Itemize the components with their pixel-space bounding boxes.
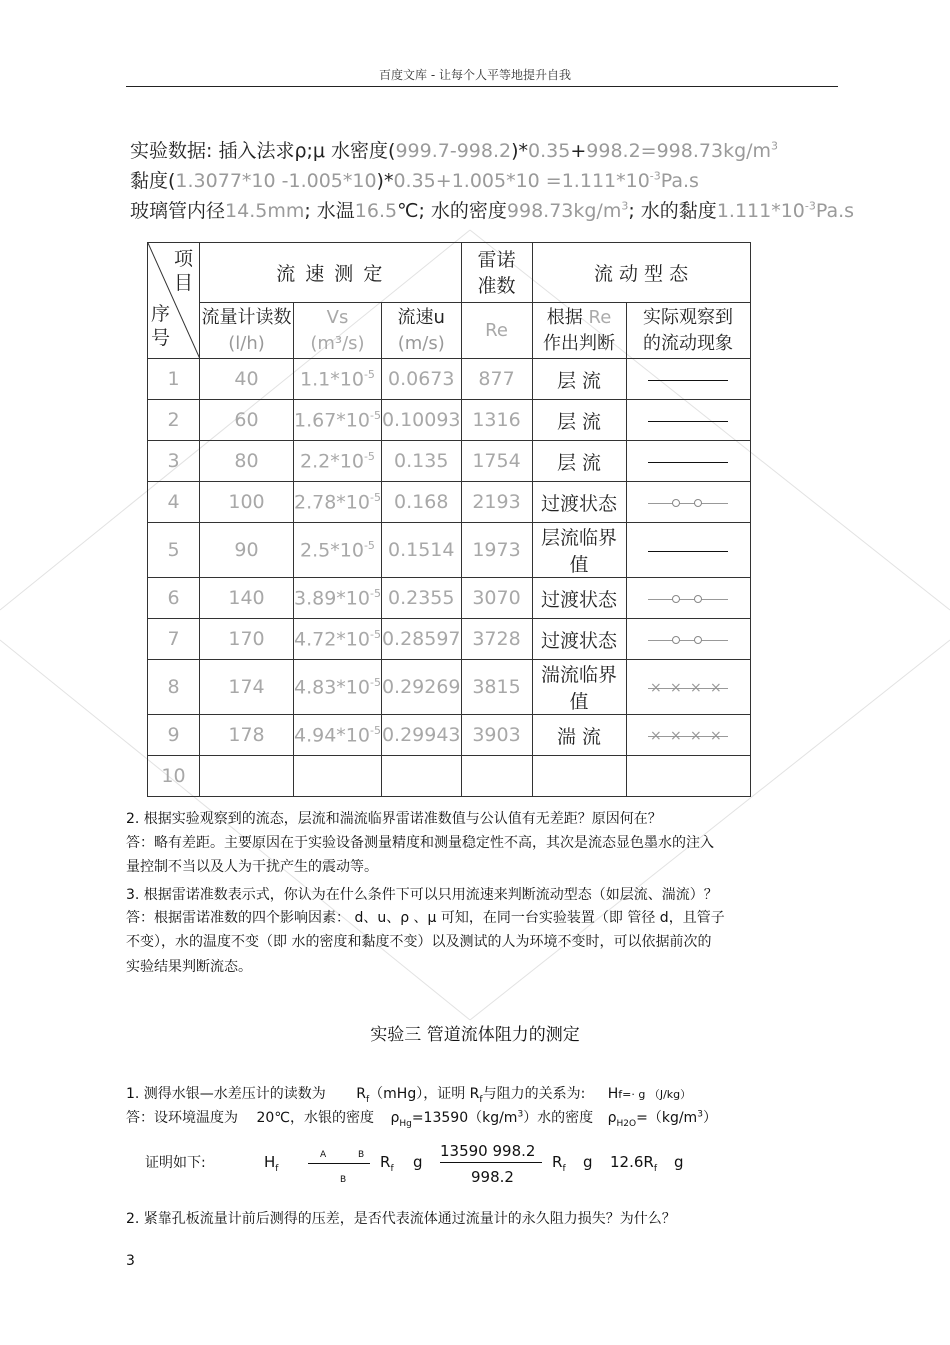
intro-text: 黏度( — [130, 170, 176, 192]
intro-unit: Pa.s — [660, 170, 699, 192]
cell-meter: 178 — [200, 715, 294, 756]
cell-u: 0.168 — [381, 482, 461, 523]
transition-wave-icon — [648, 495, 728, 511]
table-row — [148, 578, 751, 619]
transition-wave-icon — [648, 632, 728, 648]
e1-text: ） — [702, 1110, 717, 1126]
e1-text: =（kg/m — [636, 1110, 698, 1126]
e1-sub: H2O — [616, 1118, 637, 1129]
cell-vs-exponent: -5 — [369, 490, 381, 504]
header-obs-label2: 的流动现象 — [643, 332, 734, 354]
cell-vs — [294, 359, 382, 400]
intro-value: 14.5mm — [225, 200, 305, 222]
e1-text: 1. 测得水银—水差压计的读数为 — [126, 1086, 326, 1102]
table-row — [148, 715, 751, 756]
cell-u: 0.2355 — [381, 578, 461, 619]
formula-sub: f — [275, 1164, 279, 1174]
table-row — [148, 482, 751, 523]
laminar-line-icon — [648, 543, 728, 559]
formula-sub: f — [562, 1164, 566, 1174]
cell-vs — [294, 523, 382, 578]
cell-judge: 湍 流 — [532, 715, 626, 756]
header-u-label: 流速u — [397, 306, 445, 328]
header-u-unit: (m/s) — [397, 332, 445, 354]
intro-value: 998.2=998.73 — [586, 140, 724, 162]
intro-value: 998.73kg/m — [506, 200, 622, 222]
header-vs-label: Vs — [326, 306, 349, 328]
formula-sub: f — [390, 1164, 394, 1174]
data-table — [147, 242, 751, 797]
header-judge — [532, 303, 626, 359]
laminar-line-icon — [648, 454, 728, 470]
cell-vs-value: 4.72*10 — [294, 628, 370, 651]
cell-meter — [200, 756, 294, 797]
cell-observed — [626, 756, 750, 797]
header-re2: Re — [461, 303, 532, 359]
e1-sub: f — [366, 1094, 370, 1105]
page-header: 百度文库 - 让每个人平等地提升自我 — [379, 68, 571, 82]
cell-re: 3728 — [461, 619, 532, 660]
fraction-bar-2 — [440, 1162, 542, 1163]
diag-header-cell — [148, 243, 200, 359]
e1-text: =13590（kg/m — [411, 1110, 518, 1126]
header-obs-label: 实际观察到 — [643, 306, 734, 328]
e1-question — [126, 1083, 691, 1105]
formula-B: B — [358, 1150, 365, 1160]
intro-text: ; 水的黏度 — [628, 200, 717, 222]
formula-symbol: R — [380, 1153, 391, 1171]
cell-meter: 90 — [200, 523, 294, 578]
intro-sup: 3 — [621, 199, 629, 213]
cell-vs-value: 1.67*10 — [294, 409, 370, 432]
transition-wave-icon — [648, 591, 728, 607]
header-u — [381, 303, 461, 359]
header-meter-unit: (l/h) — [228, 332, 265, 354]
header-meter — [200, 303, 294, 359]
intro-text: ; 水温 — [304, 200, 355, 222]
cell-vs-exponent: -5 — [363, 538, 375, 552]
e1-answer — [126, 1107, 717, 1129]
cell-meter: 100 — [200, 482, 294, 523]
cell-re: 1754 — [461, 441, 532, 482]
cell-u: 0.29943 — [381, 715, 461, 756]
e1-text: 答：设环境温度为 — [126, 1110, 238, 1126]
formula-denominator: 998.2 — [471, 1168, 514, 1186]
cell-re: 877 — [461, 359, 532, 400]
turbulent-cross-icon: × × × × — [648, 728, 728, 744]
e1-text: ）水的密度 — [523, 1110, 594, 1126]
cell-no: 3 — [148, 441, 200, 482]
header-flow: 流 速 测 定 — [200, 243, 462, 303]
cell-judge: 过渡状态 — [532, 619, 626, 660]
section-title: 实验三 管道流体阻力的测定 — [370, 1025, 580, 1045]
cell-u: 0.1514 — [381, 523, 461, 578]
cell-vs-exponent: -5 — [363, 367, 375, 381]
fraction-bar-1 — [308, 1163, 370, 1164]
cell-no: 9 — [148, 715, 200, 756]
intro-text: 实验数据: 插入法求ρ;μ 水密度( — [130, 140, 396, 162]
cell-vs-value: 3.89*10 — [294, 587, 370, 610]
cell-vs — [294, 400, 382, 441]
formula-B2: B — [340, 1175, 347, 1185]
cell-vs-exponent: -5 — [363, 449, 375, 463]
q3-question: 3. 根据雷诺准数表示式，你认为在什么条件下可以只用流速来判断流动型态（如层流、湍流）？ — [126, 887, 718, 903]
cell-observed — [626, 660, 750, 715]
cell-no: 7 — [148, 619, 200, 660]
header-divider — [126, 86, 838, 87]
formula-coef — [610, 1153, 657, 1174]
q2-answer-1: 答：略有差距。主要原因在于实验设备测量精度和测量稳定性不高，其次是流态显色墨水的注入 — [126, 835, 714, 851]
cell-re: 3815 — [461, 660, 532, 715]
cell-judge: 层 流 — [532, 359, 626, 400]
cell-re: 1973 — [461, 523, 532, 578]
formula-H — [264, 1153, 278, 1174]
intro-sup: 3 — [771, 139, 779, 153]
table-row — [148, 400, 751, 441]
cell-observed — [626, 482, 750, 523]
cell-judge: 过渡状态 — [532, 578, 626, 619]
table-row — [148, 359, 751, 400]
table-row — [148, 441, 751, 482]
cell-u: 0.28597 — [381, 619, 461, 660]
e1-text: 20℃，水银的密度 — [256, 1110, 374, 1126]
intro-text: )* — [376, 170, 394, 192]
e1-sup: 3 — [697, 1109, 703, 1120]
formula-R2 — [552, 1153, 566, 1174]
formula-sub: f — [653, 1164, 657, 1174]
intro-text: + — [570, 140, 587, 162]
cell-observed — [626, 578, 750, 619]
proof-label: 证明如下: — [145, 1155, 206, 1171]
laminar-line-icon — [648, 372, 728, 388]
cell-judge — [532, 756, 626, 797]
header-judge-re: Re — [588, 306, 612, 328]
intro-value: 999.7-998.2 — [395, 140, 512, 162]
cell-meter: 40 — [200, 359, 294, 400]
formula-symbol: H — [264, 1153, 276, 1171]
cell-meter: 140 — [200, 578, 294, 619]
header-vs-unit: (m³/s) — [310, 332, 365, 354]
cell-re: 2193 — [461, 482, 532, 523]
q3-answer-3: 实验结果判断流态。 — [126, 959, 252, 975]
cell-judge: 层 流 — [532, 400, 626, 441]
cell-re: 1316 — [461, 400, 532, 441]
intro-text: 玻璃管内径 — [130, 200, 226, 222]
cell-u: 0.10093 — [381, 400, 461, 441]
cell-vs — [294, 660, 382, 715]
q2-question: 2. 根据实验观察到的流态，层流和湍流临界雷诺准数值与公认值有无差距？原因何在？ — [126, 811, 662, 827]
cell-observed — [626, 715, 750, 756]
header-type: 流 动 型 态 — [532, 243, 750, 303]
formula-g: g — [413, 1153, 423, 1171]
cell-vs — [294, 619, 382, 660]
intro-sup: -3 — [649, 169, 661, 183]
cell-judge: 层 流 — [532, 441, 626, 482]
e1-symbol: ρ — [390, 1110, 400, 1126]
cell-vs-value: 2.2*10 — [300, 450, 364, 473]
cell-observed — [626, 619, 750, 660]
intro-value: 0.35 — [528, 140, 571, 162]
formula-R — [380, 1153, 394, 1174]
intro-unit: Pa.s — [815, 200, 855, 222]
cell-re: 3903 — [461, 715, 532, 756]
formula-g3: g — [674, 1153, 684, 1171]
e1-text: （mHg），证明 R — [369, 1086, 480, 1102]
intro-sup: -3 — [804, 199, 816, 213]
page-number: 3 — [126, 1253, 135, 1269]
intro-text: )* — [511, 140, 529, 162]
formula-symbol: 12.6R — [610, 1153, 654, 1171]
e1-symbol: ρ — [607, 1110, 617, 1126]
formula-numerator: 13590 998.2 — [440, 1142, 536, 1160]
cell-u: 0.135 — [381, 441, 461, 482]
cell-no: 6 — [148, 578, 200, 619]
q2-answer-2: 量控制不当以及人为干扰产生的震动等。 — [126, 859, 378, 875]
intro-line-3 — [130, 196, 854, 223]
laminar-line-icon — [648, 413, 728, 429]
cell-vs-exponent: -5 — [369, 408, 381, 422]
header-item: 项 目 — [173, 248, 193, 294]
cell-observed — [626, 441, 750, 482]
cell-judge: 过渡状态 — [532, 482, 626, 523]
header-judge-label: 根据 — [546, 306, 583, 328]
header-judge-label2: 作出判断 — [543, 332, 616, 354]
cell-vs-value: 2.5*10 — [300, 539, 364, 562]
turbulent-cross-icon: × × × × — [648, 680, 728, 696]
header-seq: 序 号 — [151, 303, 171, 349]
e1-symbol: H — [607, 1086, 619, 1102]
q3-answer-2: 不变），水的温度不变（即 水的密度和黏度不变）以及测试的人为环境不变时，可以依据前次的 — [126, 934, 712, 950]
formula-symbol: R — [552, 1153, 563, 1171]
intro-value: 1.3077*10 -1.005*10 — [175, 170, 377, 192]
cell-vs-exponent: -5 — [369, 627, 381, 641]
table-row — [148, 756, 751, 797]
e1-text: 与阻力的关系为: — [482, 1086, 586, 1102]
cell-no: 1 — [148, 359, 200, 400]
header-vs — [294, 303, 382, 359]
cell-vs-exponent: -5 — [369, 586, 381, 600]
cell-observed — [626, 400, 750, 441]
formula-g2: g — [583, 1153, 593, 1171]
cell-meter: 170 — [200, 619, 294, 660]
table-header-row — [148, 243, 751, 303]
cell-vs-exponent: -5 — [369, 675, 381, 689]
cell-u: 0.0673 — [381, 359, 461, 400]
intro-line-2 — [130, 166, 699, 193]
intro-value: 16.5 — [354, 200, 398, 222]
cell-vs-value: 2.78*10 — [294, 491, 370, 514]
formula-A: A — [320, 1150, 327, 1160]
intro-unit: kg/m — [723, 140, 772, 162]
cell-observed — [626, 523, 750, 578]
e2-question: 2. 紧靠孔板流量计前后测得的压差，是否代表流体通过流量计的永久阻力损失？为什么？ — [126, 1211, 676, 1227]
cell-vs-exponent: -5 — [369, 723, 381, 737]
cell-re — [461, 756, 532, 797]
header-re: 雷诺 准数 — [461, 243, 532, 303]
cell-vs — [294, 482, 382, 523]
table-row — [148, 660, 751, 715]
table-row — [148, 523, 751, 578]
e1-symbol: R — [356, 1086, 366, 1102]
intro-value: 0.35+1.005*10 =1.111*10 — [393, 170, 650, 192]
cell-observed — [626, 359, 750, 400]
cell-meter: 60 — [200, 400, 294, 441]
cell-meter: 174 — [200, 660, 294, 715]
cell-vs — [294, 441, 382, 482]
cell-no: 4 — [148, 482, 200, 523]
cell-vs-value: 4.94*10 — [294, 724, 370, 747]
intro-value: 1.111*10 — [716, 200, 805, 222]
cell-u: 0.29269 — [381, 660, 461, 715]
e1-sup: 3 — [517, 1109, 524, 1120]
cell-vs — [294, 715, 382, 756]
cell-vs-value: 4.83*10 — [294, 676, 370, 699]
cell-no: 2 — [148, 400, 200, 441]
cell-re: 3070 — [461, 578, 532, 619]
cell-judge: 层流临界值 — [532, 523, 626, 578]
intro-text: ℃; 水的密度 — [397, 200, 507, 222]
cell-vs — [294, 756, 382, 797]
cell-meter: 80 — [200, 441, 294, 482]
e1-sub: Hg — [399, 1118, 412, 1129]
e1-text: f=· g （J/kg） — [618, 1088, 692, 1101]
cell-vs-value: 1.1*10 — [300, 368, 364, 391]
cell-judge: 湍流临界值 — [532, 660, 626, 715]
e1-sub: f — [479, 1094, 483, 1105]
cell-u — [381, 756, 461, 797]
cell-no: 5 — [148, 523, 200, 578]
header-meter-label: 流量计读数 — [201, 306, 292, 328]
q3-answer-1: 答：根据雷诺准数的四个影响因素： d、u、ρ 、μ 可知，在同一台实验装置（即 管径 d，且管子 — [126, 910, 725, 926]
table-subheader-row — [148, 303, 751, 359]
cell-no: 8 — [148, 660, 200, 715]
header-obs — [626, 303, 750, 359]
cell-vs — [294, 578, 382, 619]
table-row — [148, 619, 751, 660]
intro-line-1 — [130, 136, 778, 163]
cell-no: 10 — [148, 756, 200, 797]
